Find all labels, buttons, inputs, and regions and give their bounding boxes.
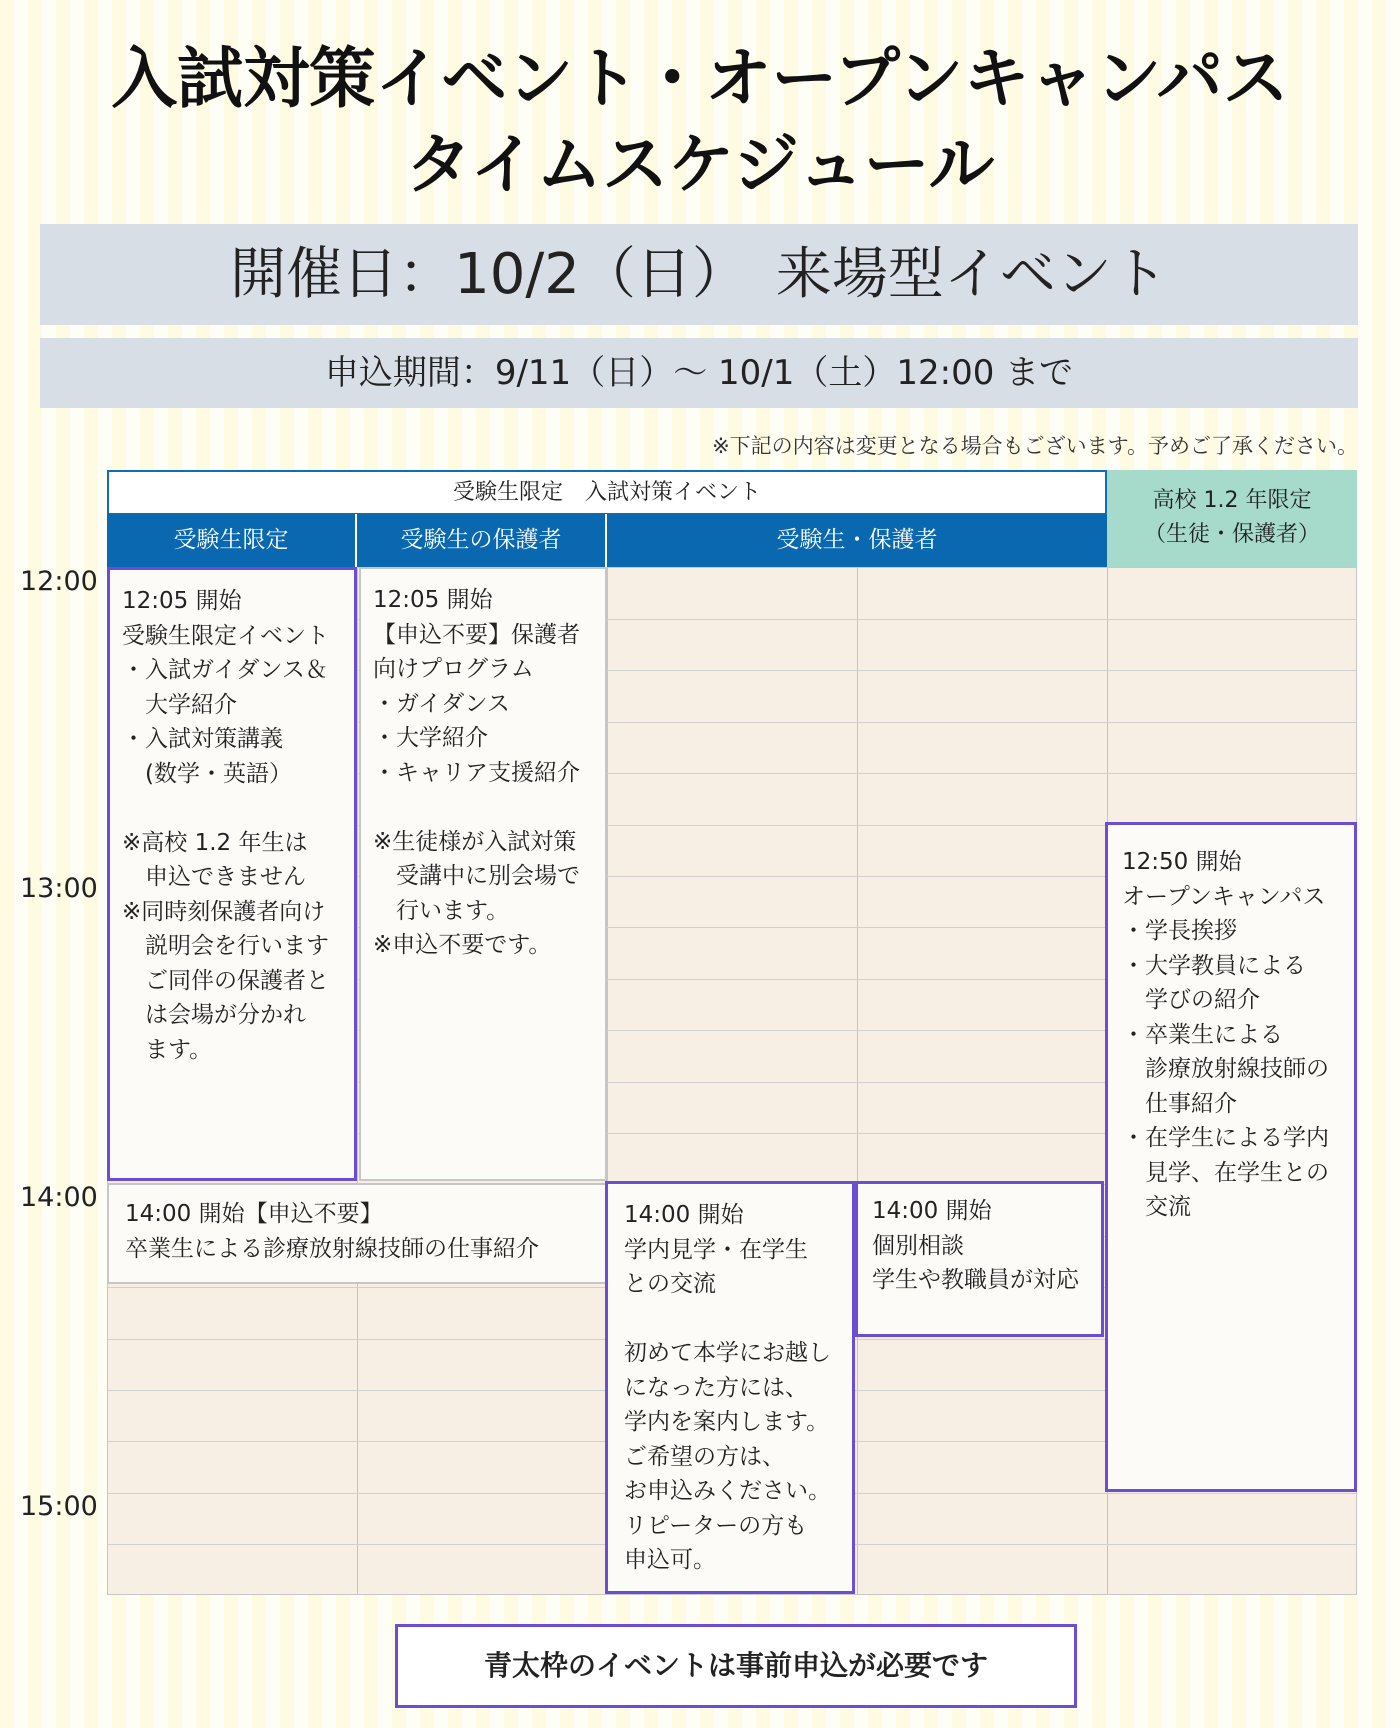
event-open-campus: 12:50 開始 オープンキャンパス ・学長挨拶 ・大学教員による 学びの紹介 ・卒業生による 診療放射線技師の 仕事紹介 ・在学生による学内 見学、在学生との 交流 <box>1105 822 1357 1492</box>
change-notice: ※下記の内容は変更となる場合もございます。予めご了承ください。 <box>712 434 1358 458</box>
event-individual-consultation: 14:00 開始 個別相談 学生や教職員が対応 <box>855 1181 1104 1337</box>
page-subtitle: タイムスケジュール <box>405 126 995 203</box>
application-period-banner: 申込期間：9/11（日）〜 10/1（土）12:00 まで <box>40 338 1358 408</box>
event-parents-program: 12:05 開始 【申込不要】保護者 向けプログラム ・ガイダンス ・大学紹介 ・キャリア支援紹介 ※生徒様が入試対策 受講中に別会場で 行います。 ※申込不要です。 <box>359 567 607 1181</box>
time-label-13: 13:00 <box>20 873 98 904</box>
column-header-exam-students: 受験生限定 <box>107 514 357 567</box>
page-title: 入試対策イベント・オープンキャンパス <box>111 40 1289 117</box>
time-label-14: 14:00 <box>20 1182 98 1213</box>
green-header-label: 高校 1.2 年限定 （生徒・保護者） <box>1143 488 1320 547</box>
column-header-parents: 受験生の保護者 <box>357 514 607 567</box>
event-alumni-talk: 14:00 開始【申込不要】 卒業生による診療放射線技師の仕事紹介 <box>107 1183 607 1284</box>
column-header-high-school-1-2 <box>1107 470 1357 567</box>
event-campus-tour: 14:00 開始 学内見学・在学生 との交流 初めて本学にお越し になった方には、 学内を案内します。 ご希望の方は、 お申込みください。 リピーターの方も 申込可。 <box>605 1181 855 1594</box>
time-label-12: 12:00 <box>20 566 98 597</box>
event-date-banner: 開催日：10/2（日） 来場型イベント <box>40 224 1358 325</box>
column-header-students-parents: 受験生・保護者 <box>607 514 1107 567</box>
event-exam-students: 12:05 開始 受験生限定イベント ・入試ガイダンス＆ 大学紹介 ・入試対策講義 (数学・英語） ※高校 1.2 年生は 申込できません ※同時刻保護者向け 説明会を行います ご同伴の保護者と は会場が分かれ ます。 <box>107 567 357 1181</box>
exam-event-group-header: 受験生限定 入試対策イベント <box>107 470 1107 515</box>
time-label-15: 15:00 <box>20 1491 98 1522</box>
registration-required-note: 青太枠のイベントは事前申込が必要です <box>395 1624 1077 1708</box>
